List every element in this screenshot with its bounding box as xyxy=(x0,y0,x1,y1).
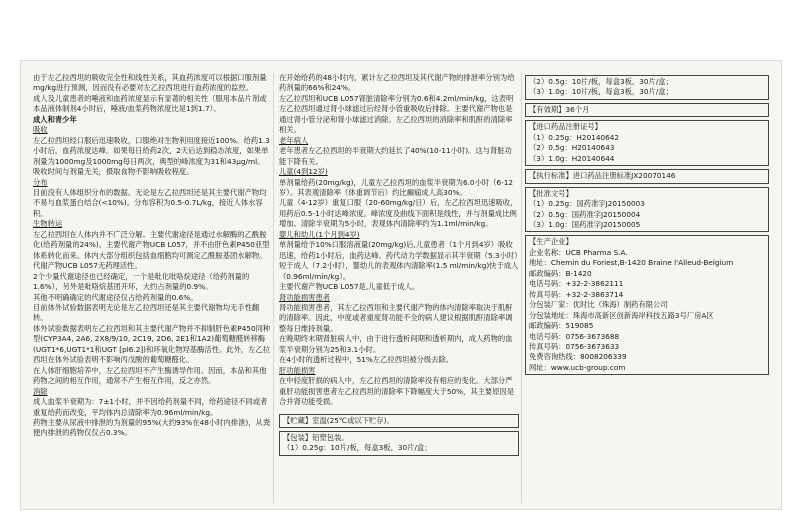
packaging-line: （2）0.5g：10片/板，每盒3板，30片/盒； xyxy=(529,77,673,86)
packaging-line: （1）0.25g：10片/板，每盒3板，30片/盒； xyxy=(283,443,432,453)
packaging-title: 【包装】铝塑包装。 xyxy=(283,432,349,442)
manufacturer-line: 分包装地址：珠海市高新区创新海岸科技五路3号厂房A区 xyxy=(529,310,714,320)
paragraph: 在开始给药的48小时内，累计左乙拉西坦及其代谢产物的排泄率分别为给药剂量的66%和24%。 xyxy=(279,73,515,93)
subheading: 老年病人 xyxy=(279,135,309,145)
approval-line: （3）1.0g：国药准字J20150005 xyxy=(529,219,641,229)
manufacturer-line: 分包装厂家：优时比（珠海）制药有限公司 xyxy=(529,300,668,310)
manufacturer-line: 邮政编码：B-1420 xyxy=(529,268,592,278)
paragraph: 左乙拉西坦经口服后迅速吸收，口服绝对生物利用度接近100%。给药1.3小时后，血药浓度达峰。如果每日给药2次，2天后达到稳态浓度，如果单剂量为1000mg及1000mg每日两次，典型的峰浓度为31和43μg/ml。吸收时间与剂量无关，摄取食物不影响吸收程度。 xyxy=(33,135,270,177)
manufacturer-line: 免费咨询热线：8008206339 xyxy=(529,352,627,362)
paragraph: 单剂量给药(20mg/kg)，儿童左乙拉西坦的血浆半衰期为6.0小时（6-12岁）。其表观清除率（体重调节后）约比癫痫成人高30%。 xyxy=(279,177,514,197)
manufacturer-line: 传真号码：0756-3673633 xyxy=(529,341,620,351)
paragraph: 由于左乙拉西坦的吸收完全性和线性关系，其血药浓度可以根据口服剂量mg/kg进行预测，因而没有必要对左乙拉西坦进行血药浓度的监控。 xyxy=(33,73,267,93)
paragraph: 左乙拉西坦在人体内并不广泛分解。主要代谢途径是通过水解酶的乙酰胺化(给药剂量的24%)。主要代谢产物UCB L057，并不由肝色素P450亚型体系转化而来。体内大部分组织包括血细胞均可测定乙酰胺基团水解物。代谢产物UCB L057无药理活性。 xyxy=(33,229,270,271)
section-heading: 成人和青少年 xyxy=(33,114,77,124)
paragraph: 其他不明确确定的代谢途径仅占给药剂量的0.6%。 xyxy=(33,292,198,302)
manufacturer-line: 电话号码：0756-3673688 xyxy=(529,331,620,341)
paragraph: 肾功能损害患者，其左乙拉西坦和主要代谢产物的体内清除率取决于肌酐的清除率。因此，中度或者重度肾功能不全的病人建议根据肌酐清除率调整每日维持剂量。 xyxy=(279,302,513,333)
paragraph: 老年患者左乙拉西坦的半衰期大约延长了40%(10-11小时)。这与肾脏功能下降有关。 xyxy=(279,146,512,166)
approval-line: （1）0.25g：国药准字J20150003 xyxy=(529,199,645,209)
paragraph: 成人及儿童患者的唾液和血药浓度显示有显著的相关性（服用本品片剂或本品液体制剂4小时后，唾液/血浆药物浓度比是1到1.7）。 xyxy=(33,93,267,114)
column-divider xyxy=(273,73,274,503)
paragraph: 在中轻度肝损的病人中，左乙拉西坦的清除率没有相应的变化。大部分严重肝功能损害患者左乙拉西坦的清除率下降幅度大于50%，其主要原因是合并肾功能受损。 xyxy=(279,376,515,407)
manufacturer-line: 企业名称：UCB Pharma S.A. xyxy=(529,247,628,257)
subheading: 吸收 xyxy=(33,125,48,135)
import-license-line: （3）1.0g：H20140644 xyxy=(529,153,615,163)
subheading: 肾功能损害患者 xyxy=(279,292,331,302)
standard-box xyxy=(525,169,769,183)
column-middle xyxy=(279,73,519,459)
import-license-line: （1）0.25g：H20140642 xyxy=(529,132,620,142)
paragraph: 主要代谢产物UCB L057是,儿童低于成人。 xyxy=(279,282,420,292)
paragraph: 在晚期终末期肾脏病人中，由于进行透析间期和透析期内，成人药物的血浆半衰期分别为25和3.1小时。 xyxy=(279,334,513,354)
subheading: 消除 xyxy=(33,386,48,396)
packaging-line: （3）1.0g：10片/板，每盒3板，30片/盒； xyxy=(529,87,673,97)
paragraph: 在人体肝细胞培养中，左乙拉西坦不产生酶诱导作用。因而，本品和其他药物之间的相互作用，通常不产生相互作用，反之亦然。 xyxy=(33,365,267,386)
packaging-continued-box xyxy=(525,75,769,100)
subheading: 分布 xyxy=(33,177,48,187)
manufacturer-line: 电话号码：+32-2-3862111 xyxy=(529,279,624,289)
subheading: 肝功能损害 xyxy=(279,365,316,375)
storage-box xyxy=(279,414,519,428)
storage-text: 【贮藏】室温(25℃或以下贮存)。 xyxy=(283,415,394,425)
paragraph: 儿童（4-12岁）重复口服（20-60mg/kg/日）后，左乙拉西坦迅速吸收，用药后0.5-1小时达峰浓度。峰浓度及曲线下面积是线性，并与剂量成比例增加。清除半衰期为5小时，表观体内清除率约为1.1ml/min/kg。 xyxy=(279,198,518,229)
paragraph: 目前没有人体组织分布的数据。无论是左乙拉西坦还是其主要代谢产物均不易与血浆蛋白结合(<10%)。分布容积为0.5-0.7L/kg，接近人体水容积。 xyxy=(33,187,267,218)
column-divider xyxy=(521,73,522,503)
paragraph: 成人血浆半衰期为：7±1小时，并不因给药剂量不同，给药途径不同或者重复给药而改变，平均体内总清除率为0.96ml/min/kg。 xyxy=(33,397,268,417)
subheading: 儿童(4到12岁) xyxy=(279,167,328,177)
validity-box xyxy=(525,103,769,117)
column-left xyxy=(33,73,271,439)
spacer xyxy=(279,408,519,412)
paragraph: 目前体外试验数据表明无论是左乙拉西坦还是其主要代谢物均无手性翻转。 xyxy=(33,302,260,323)
paragraph: 药物主要从尿液中排泄的为剂量的95%(大约93%在48小时内排泄)，从粪便内排泄的药物仅仅占0.3%。 xyxy=(33,417,271,438)
subheading: 婴儿和幼儿(1个月到4岁) xyxy=(279,229,360,239)
column-right xyxy=(525,73,769,378)
approval-line: （2）0.5g：国药准字J20150004 xyxy=(529,209,641,219)
validity-text: 【有效期】36个月 xyxy=(529,104,590,114)
manufacturer-line: 传真号码：+32-2-3863714 xyxy=(529,289,624,299)
standard-text: 【执行标准】进口药品注册标准JX20070146 xyxy=(529,171,676,181)
approval-box xyxy=(525,187,769,233)
packaging-box xyxy=(279,431,519,456)
manufacturer-line: 网址：www.ucb-group.com xyxy=(529,362,626,372)
manufacturer-box xyxy=(525,235,769,375)
paragraph: 体外试验数据表明左乙拉西坦和其主要代谢产物并不抑制肝色素P450同种型(CYP3A4, 2A6, 2X8/9/10, 2C19, 2D6, 2E1和1A2)葡萄糖醛转移酶(UGT1*6,UGT1*1和UGT [pl6.2])和环氧化物羟基酶活性。此外，左乙拉西坦在体外试验表明不影响丙戊酸的葡萄糖醛化。 xyxy=(33,323,271,365)
leaflet-page xyxy=(20,60,782,510)
manufacturer-line: 地址：Chemin du Foriest,B-1420 Braine l'Alleud-Belgium xyxy=(529,258,734,268)
paragraph: 在4小时的透析过程中，51%左乙拉西坦被分级去除。 xyxy=(279,355,454,365)
import-license-title: 【进口药品注册证号】 xyxy=(529,122,602,132)
approval-title: 【批准文号】 xyxy=(529,188,573,198)
paragraph: 2个少量代谢途径也已经确定，一个是吡化吡咯烷途径（给药剂量的1.6%），另外是吡咯烷基团开环，大约占剂量的0.9%。 xyxy=(33,271,250,292)
import-license-line: （2）0.5g：H20140643 xyxy=(529,143,615,153)
paragraph: 左乙拉西坦和UCB L057肾脏清除率分别为0.6和4.2ml/min/kg，这表明左乙拉西坦通过肾小球滤过后经肾小管重吸收后排除。主要代谢产物也是通过肾小管分泌和肾小球滤过消除。左乙拉西坦的消除率和肌酐的清除率相关。 xyxy=(279,93,514,135)
subheading: 生物转运 xyxy=(33,219,63,229)
paragraph: 单剂量给予10%口服溶液量(20mg/kg)后,儿童患者（1个月到4岁）吸收迅速，给药1小时后，血药达峰。药代动力学数据显示其半衰期（5.3小时）短于成人（7.2小时），婴幼儿的表观体内清除率(1.5 ml/min/kg)快于成人（0.96ml/min/kg）。 xyxy=(279,240,519,281)
manufacturer-title: 【生产企业】 xyxy=(529,237,573,247)
manufacturer-line: 邮政编码：519085 xyxy=(529,321,594,331)
import-license-box xyxy=(525,120,769,166)
